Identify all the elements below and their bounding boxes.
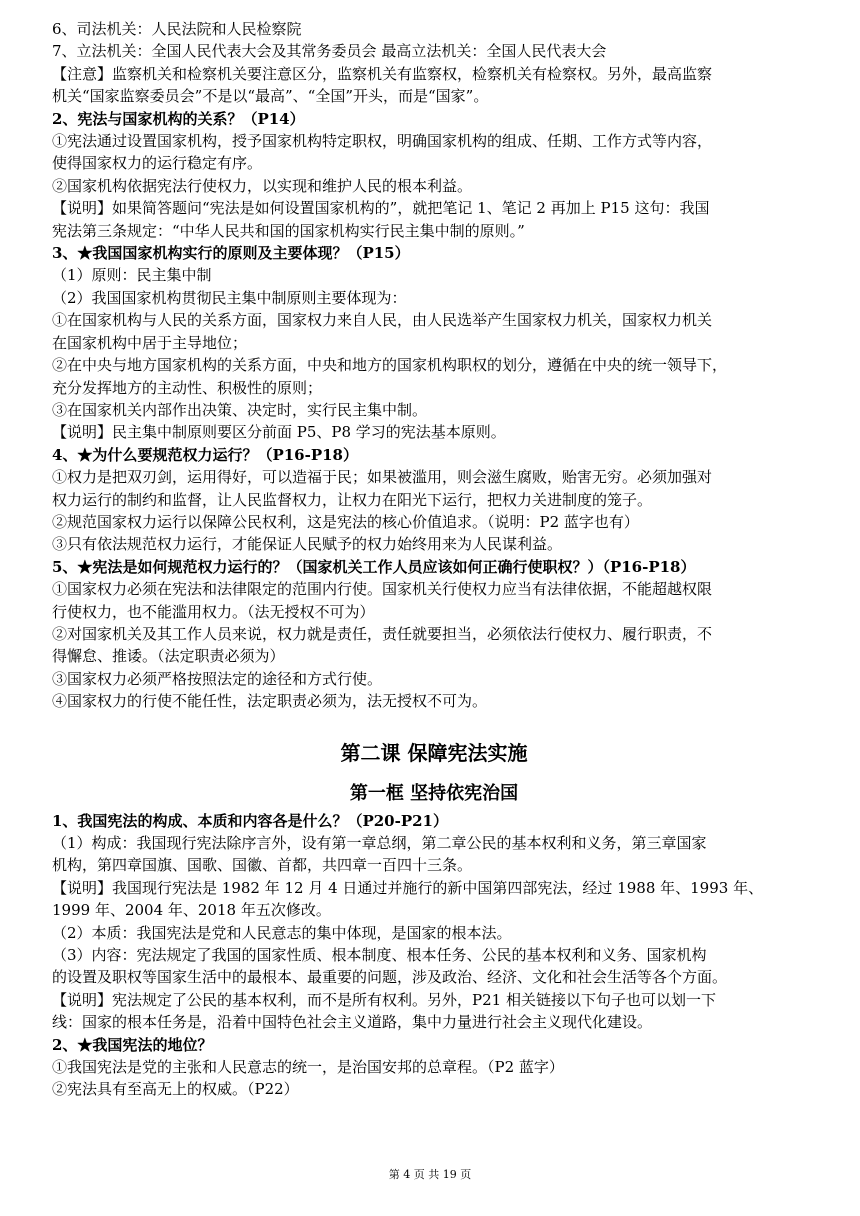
document-page xyxy=(52,18,816,1101)
text-line: 充分发挥地方的主动性、积极性的原则； xyxy=(52,378,323,397)
text-line: ③国家权力必须严格按照法定的途径和方式行使。 xyxy=(52,669,383,688)
text-line: （3）内容：宪法规定了我国的国家性质、根本制度、根本任务、公民的基本权利和义务、国家机构 xyxy=(52,946,707,965)
section-title: 第一框 坚持依宪治国 xyxy=(349,782,519,804)
question-heading: 2、宪法与国家机构的关系？（P14） xyxy=(52,109,305,128)
text-line: 【说明】我国现行宪法是 1982 年 12 月 4 日通过并施行的新中国第四部宪法，经过 1988 年、1993 年、 xyxy=(52,878,764,897)
question-heading: 2、★我国宪法的地位？ xyxy=(52,1035,213,1054)
text-line: 机构，第四章国旗、国歌、国徽、首都，共四章一百四十三条。 xyxy=(52,856,473,875)
text-line: 行使权力，也不能滥用权力。（法无授权不可为） xyxy=(52,602,375,621)
text-line: ①宪法通过设置国家机构，授予国家机构特定职权，明确国家机构的组成、任期、工作方式等内容， xyxy=(52,132,713,151)
text-line: （1）构成：我国现行宪法除序言外，设有第一章总纲，第二章公民的基本权利和义务，第三章国家 xyxy=(52,834,707,852)
text-line: 6、司法机关：人民法院和人民检察院 xyxy=(52,20,302,38)
text-line: ②规范国家权力运行以保障公民权利，这是宪法的核心价值追求。（说明：P2 蓝字也有） xyxy=(52,512,639,531)
text-line: 宪法第三条规定：“中华人民共和国的国家机构实行民主集中制的原则。” xyxy=(52,221,525,240)
text-line: 在国家机构中居于主导地位； xyxy=(52,333,248,352)
text-line: ②国家机构依据宪法行使权力，以实现和维护人民的根本利益。 xyxy=(52,176,473,195)
text-line: 1999 年、2004 年、2018 年五次修改。 xyxy=(52,901,331,920)
text-line: ②宪法具有至高无上的权威。（P22） xyxy=(52,1080,299,1099)
text-line: 使得国家权力的运行稳定有序。 xyxy=(52,154,263,173)
text-line: ④国家权力的行使不能任性，法定职责必须为，法无授权不可为。 xyxy=(52,692,488,711)
page-footer: 第 4 页 共 19 页 xyxy=(388,1168,472,1181)
text-line: 线：国家的根本任务是，沿着中国特色社会主义道路，集中力量进行社会主义现代化建设。 xyxy=(52,1013,653,1032)
text-line: ③在国家机关内部作出决策、决定时，实行民主集中制。 xyxy=(52,400,428,419)
text-line: ①权力是把双刃剑，运用得好，可以造福于民；如果被滥用，则会滋生腐败，贻害无穷。必须加强对 xyxy=(52,468,713,487)
text-line: 【说明】民主集中制原则要区分前面 P5、P8 学习的宪法基本原则。 xyxy=(52,423,506,442)
text-line: 权力运行的制约和监督，让人民监督权力，让权力在阳光下运行，把权力关进制度的笼子。 xyxy=(52,490,653,509)
text-line: ③只有依法规范权力运行，才能保证人民赋予的权力始终用来为人民谋利益。 xyxy=(52,535,563,554)
text-line: 【说明】如果简答题问“宪法是如何设置国家机构的”，就把笔记 1、笔记 2 再加上 P15 这句：我国 xyxy=(52,199,710,218)
lesson-title: 第二课 保障宪法实施 xyxy=(340,740,528,765)
text-line: （2）我国国家机构贯彻民主集中制原则主要体现为： xyxy=(52,288,407,307)
text-line: ②在中央与地方国家机构的关系方面，中央和地方的国家机构职权的划分，遵循在中央的统一领导下， xyxy=(52,356,728,375)
notes-bottom-block xyxy=(52,810,816,1101)
text-line: ②对国家机关及其工作人员来说，权力就是责任，责任就要担当，必须依法行使权力、履行职责，不 xyxy=(52,624,713,643)
text-line: ①国家权力必须在宪法和法律限定的范围内行使。国家机关行使权力应当有法律依据，不能超越权限 xyxy=(52,580,713,599)
text-line: 7、立法机关：全国人民代表大会及其常务委员会 最高立法机关：全国人民代表大会 xyxy=(52,42,607,61)
text-line: 得懈怠、推诿。（法定职责必须为） xyxy=(52,647,285,666)
notes-top-block xyxy=(52,18,816,713)
text-line: ①我国宪法是党的主张和人民意志的统一，是治国安邦的总章程。（P2 蓝字） xyxy=(52,1058,564,1077)
text-line: （1）原则：民主集中制 xyxy=(52,266,212,285)
question-heading: 3、★我国国家机构实行的原则及主要体现？（P15） xyxy=(52,244,410,263)
text-line: 【说明】宪法规定了公民的基本权利，而不是所有权利。另外，P21 相关链接以下句子也可以划一下 xyxy=(52,990,716,1009)
question-heading: 1、我国宪法的构成、本质和内容各是什么？（P20-P21） xyxy=(52,811,448,830)
text-line: 【注意】监察机关和检察机关要注意区分，监察机关有监察权，检察机关有检察权。另外，最高监察 xyxy=(52,64,713,83)
question-heading: 5、★宪法是如何规范权力运行的？（国家机关工作人员应该如何正确行使职权？）（P16-P18） xyxy=(52,557,696,576)
text-line: 机关“国家监察委员会”不是以“最高”、“全国”开头，而是“国家”。 xyxy=(52,87,489,106)
text-line: （2）本质：我国宪法是党和人民意志的集中体现，是国家的根本法。 xyxy=(52,923,512,942)
question-heading: 4、★为什么要规范权力运行？（P16-P18） xyxy=(52,445,358,464)
text-line: 的设置及职权等国家生活中的最根本、最重要的问题，涉及政治、经济、文化和社会生活等各个方面。 xyxy=(52,968,728,987)
text-line: ①在国家机构与人民的关系方面，国家权力来自人民，由人民选举产生国家权力机关，国家权力机关 xyxy=(52,311,713,330)
